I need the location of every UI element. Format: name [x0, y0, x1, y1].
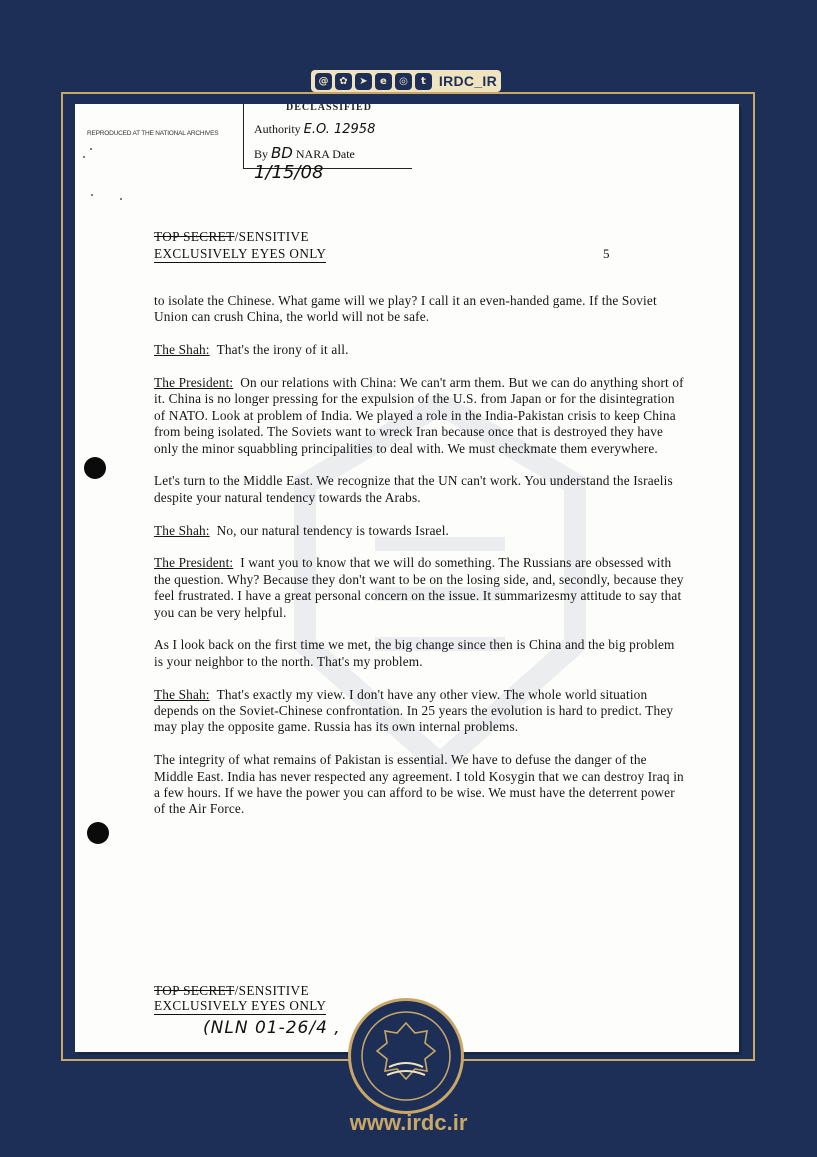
footer-distribution: EXCLUSIVELY EYES ONLY: [154, 998, 327, 1013]
social-media-bar: [311, 70, 501, 92]
aparat-icon[interactable]: ✿: [335, 73, 352, 90]
site-url[interactable]: www.irdc.ir: [349, 1110, 468, 1135]
paragraph: The Shah: No, our natural tendency is towards Israel.: [154, 522, 450, 538]
paragraph: As I look back on the first time we met, the big change since then is China and the big problem is your neighbor to the north. That's my problem.: [154, 637, 675, 669]
stamp-date: 1/15/08: [254, 162, 324, 183]
twitter-icon[interactable]: t: [415, 73, 432, 90]
social-handle: IRDC_IR: [438, 73, 498, 89]
punch-hole: [84, 457, 106, 479]
handwritten-code: (NLN 01-26/4 ,: [203, 1018, 341, 1038]
telegram-icon[interactable]: ➤: [355, 73, 372, 90]
declassification-stamp: [243, 104, 412, 183]
document-page: [75, 104, 739, 1052]
paragraph: to isolate the Chinese. What game will we play? I call it an even-handed game. If the Soviet Union can crush China, the world will not be safe.: [154, 293, 657, 325]
page-number: 5: [603, 246, 610, 261]
logo-icon: [351, 1001, 461, 1111]
punch-hole: [87, 822, 109, 844]
irdc-logo-emblem: [348, 998, 464, 1114]
nara-date-label: NARA Date: [295, 147, 355, 161]
authority-label: Authority: [254, 122, 301, 136]
paragraph: The President: On our relations with China: We can't arm them. But we can do anything short of it. China is no longer pressing for the expulsion of the U.S. from Japan or for the disintegration of NATO. Look at problem of India. We played a role in the India-Pakistan crisis to keep China from being isolated. The Soviets want to wreck Iran because once that is destroyed they have only the minor squabbling principalities to deal with. We must checkmate them everywhere.: [154, 375, 684, 456]
document-body: [154, 293, 684, 834]
authority-value: E.O. 12958: [303, 122, 376, 137]
reviewer-initials: BD: [271, 144, 293, 162]
paragraph: The Shah: That's exactly my view. I don't have any other view. The whole world situation depends on the Soviet-Chinese confrontation. In 25 years the evolution is hard to predict. They may play the opposite game. Russia has its own internal problems.: [154, 686, 674, 735]
header-classification: TOP SECRET/SENSITIVE: [154, 229, 309, 244]
paragraph: The President: I want you to know that we will do something. The Russians are obsessed with the question. Why? Because they don't want to be on the losing side, and, secondly, because they feel frustrated. I have a great personal concern on the issue. It summarizesmy attitude to say that you can be very helpful.: [154, 555, 684, 620]
header-distribution: EXCLUSIVELY EYES ONLY: [154, 246, 327, 261]
instagram-icon[interactable]: ◎: [395, 73, 412, 90]
footer-classification: TOP SECRET/SENSITIVE: [154, 983, 309, 998]
eitaa-icon[interactable]: e: [375, 73, 392, 90]
by-label: By: [254, 147, 269, 161]
paragraph: The integrity of what remains of Pakistan is essential. We have to defuse the danger of the Middle East. India has never respected any agreement. I told Kosygin that we can destroy Iraq in a few hours. If we have the power you can afford to be wise. We must have the deterrent power of the Air Force.: [154, 752, 684, 817]
reproduction-notice: REPRODUCED AT THE NATIONAL ARCHIVES: [87, 130, 219, 137]
stamp-heading: DECLASSIFIED: [286, 104, 372, 113]
email-icon[interactable]: @: [315, 73, 332, 90]
paragraph: The Shah: That's the irony of it all.: [154, 342, 349, 358]
paragraph: Let's turn to the Middle East. We recognize that the UN can't work. You understand the Israelis despite your natural tendency towards the Arabs.: [154, 473, 673, 505]
